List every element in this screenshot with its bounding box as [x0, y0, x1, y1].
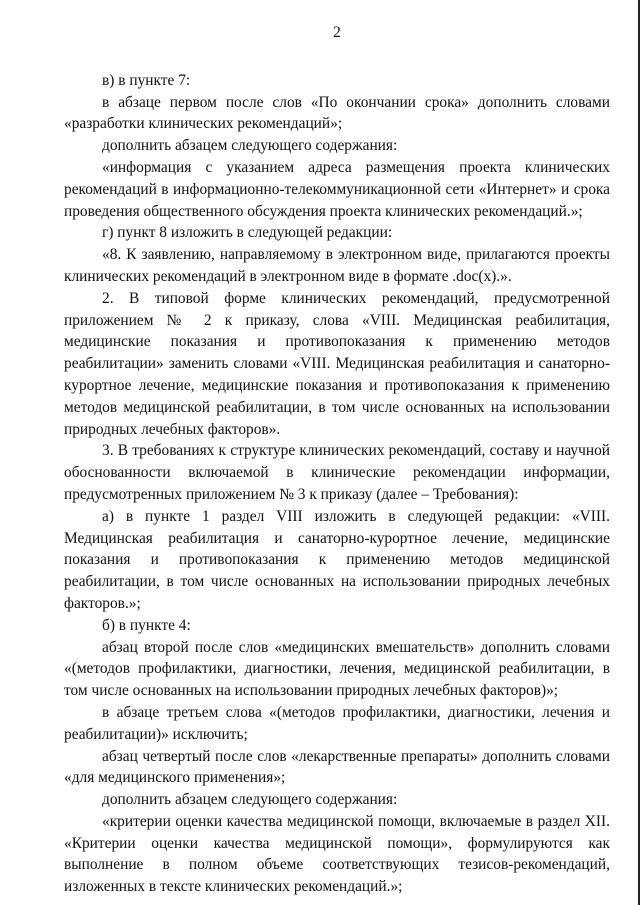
- paragraph-quote-item-8: «8. К заявлению, направляемому в электронном виде, прилагаются проекты клинических рекомендаций в электронном виде в формате .doc(x).».: [64, 246, 610, 285]
- paragraph-section-3: 3. В требованиях к структуре клинических рекомендаций, составу и научной обоснованности включаемой в клинические рекомендации информации, предусмотренных приложением № 3 к приказу (далее – Требования):: [64, 442, 610, 503]
- paragraph-abzac-4: абзац четвертый после слов «лекарственные препараты» дополнить словами «для медицинского применения»;: [64, 747, 610, 787]
- paragraph-item-7-abzac-1: в абзаце первом после слов «По окончании срока» дополнить словами «разработки клинических рекомендаций»;: [64, 93, 610, 133]
- paragraph-abzac-3: в абзаце третьем слова «(методов профилактики, диагностики, лечения и реабилитации)» исключить;: [64, 703, 610, 743]
- paragraph-item-a: а) в пункте 1 раздел VIII изложить в следующей редакции: «VIII. Медицинская реабилитация и санаторно-курортное лечение, медицинские показания и противопоказания к применению методов медицинской реабилитации, в том числе основанных на использовании природных лечебных факторов.»;: [64, 507, 610, 612]
- paragraph-quote-information: «информация с указанием адреса размещения проекта клинических рекомендаций в информационно-телекоммуникационной сети «Интернет» и срока проведения общественного обсуждения проекта клинических рекомендаций.»;: [64, 158, 610, 220]
- paragraph-item-b: б) в пункте 4:: [102, 616, 191, 634]
- page-number: 2: [333, 24, 341, 41]
- paragraph-section-2: 2. В типовой форме клинических рекомендаций, предусмотренной приложением № 2 к приказу, слова «VIII. Медицинская реабилитация, медицинские показания и противопоказания к применению методов реабилитации» заменить словами «VIII. Медицинская реабилитация и санаторно-курортное лечение, медицинские показания и противопоказания к применению методов медицинской реабилитации, в том числе основанных на использовании природных лечебных факторов».: [64, 289, 610, 438]
- paragraph-add-abzac-1: дополнить абзацем следующего содержания:: [102, 137, 398, 155]
- paragraph-add-abzac-2: дополнить абзацем следующего содержания:: [102, 791, 398, 809]
- paragraph-quote-criteria: «критерии оценки качества медицинской помощи, включаемые в раздел XII. «Критерии оценки качества медицинской помощи», формулируются как выполнение в полном объеме соответствующих тезисов-рекомендаций, изложенных в тексте клинических рекомендаций.»;: [64, 812, 610, 896]
- paragraph-abzac-2: абзац второй после слов «медицинских вмешательств» дополнить словами «(методов профилактики, диагностики, лечения, медицинской реабилитации, в том числе основанных на использовании природных лечебных факторов)»;: [64, 638, 610, 700]
- paragraph-item-v: в) в пункте 7:: [102, 71, 191, 89]
- paragraph-item-g: г) пункт 8 изложить в следующей редакции:: [102, 224, 393, 242]
